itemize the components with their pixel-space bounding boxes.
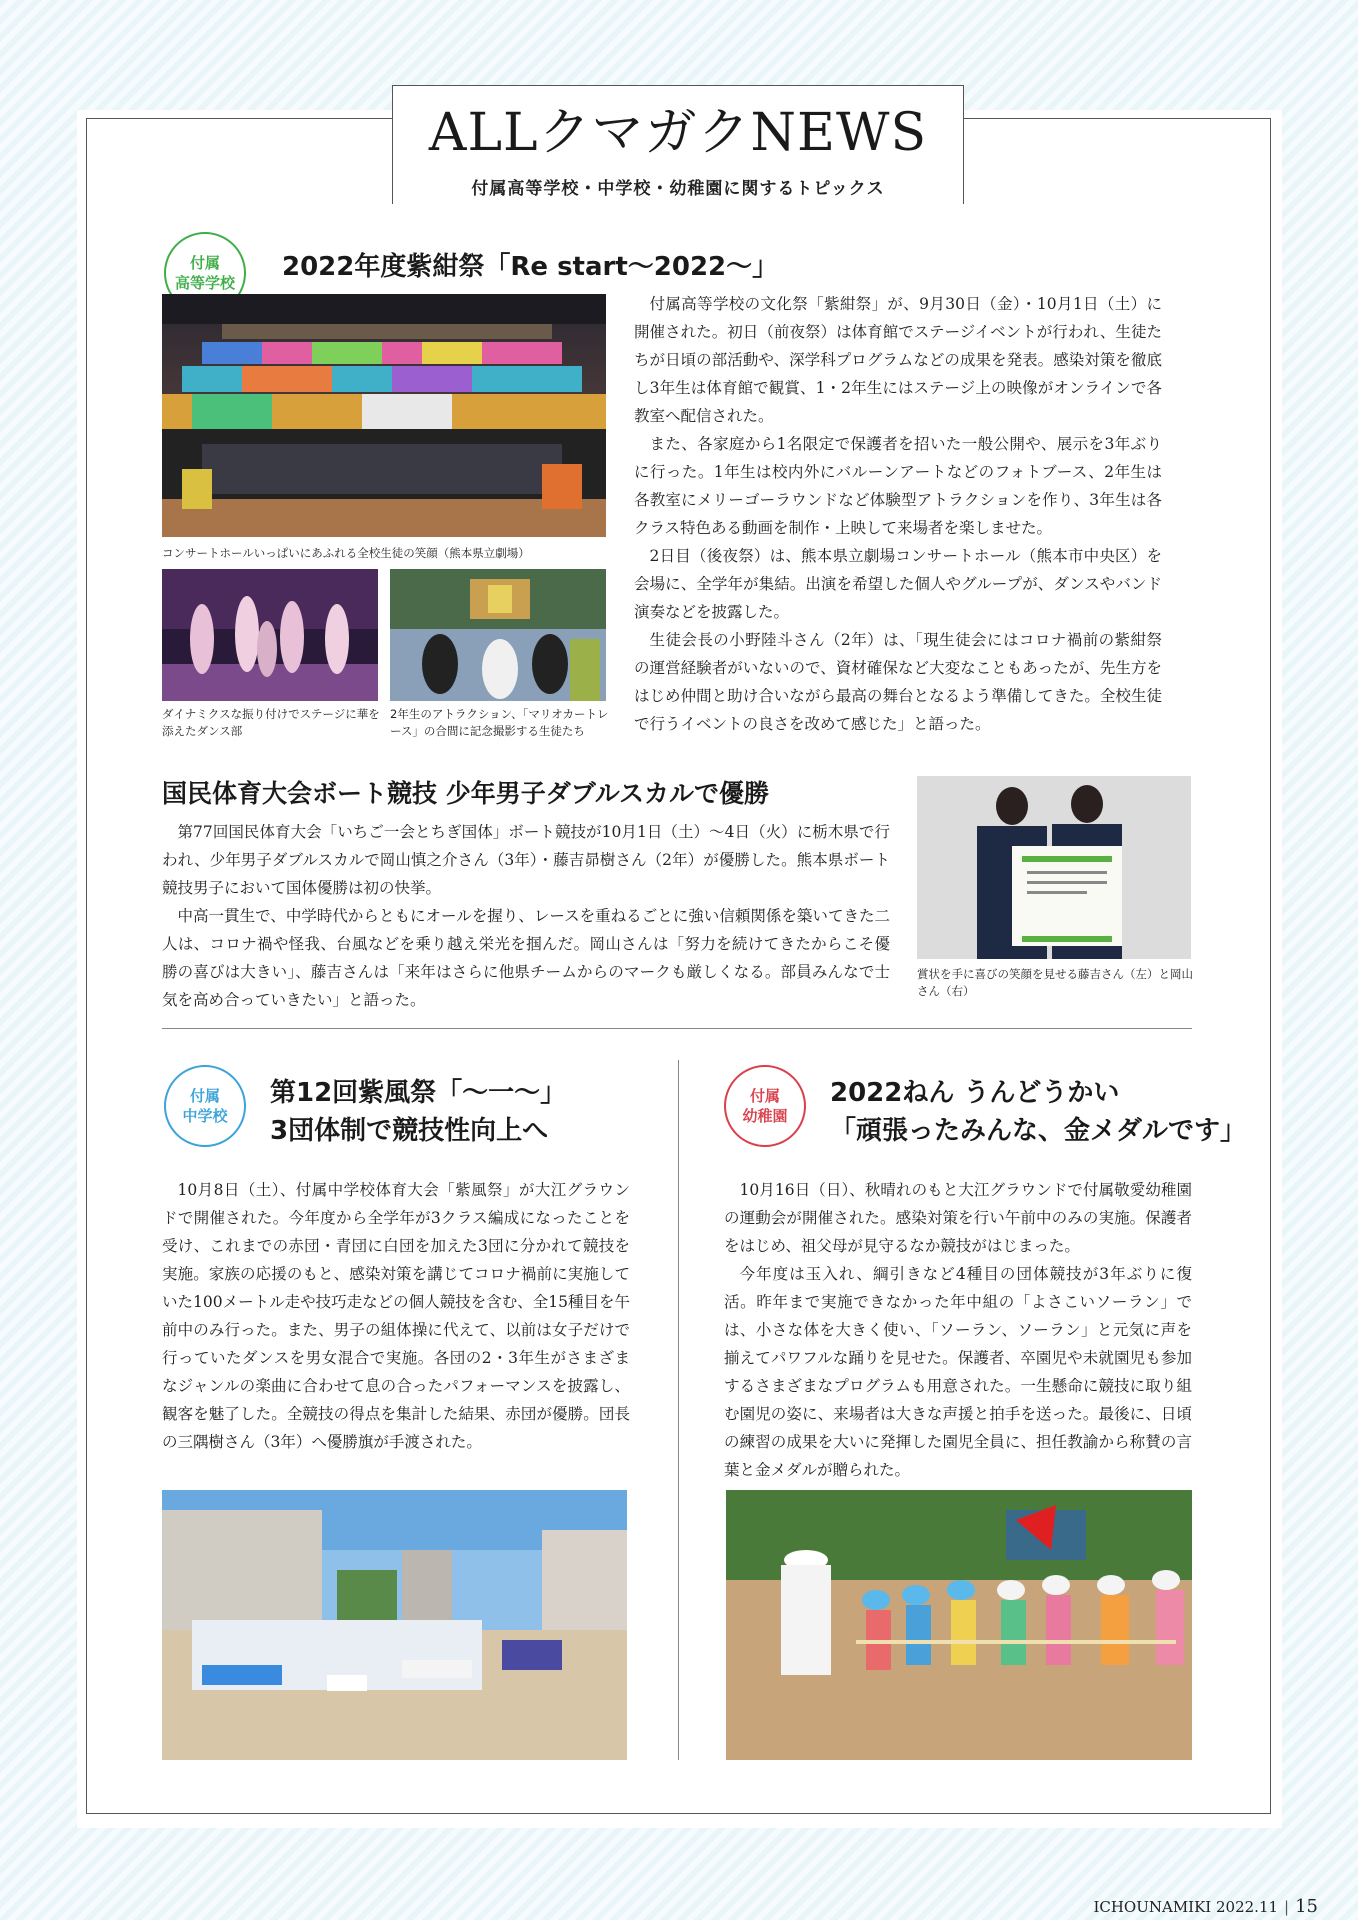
photo-caption: 賞状を手に喜びの笑顔を見せる藤吉さん（左）と岡山さん（右） <box>917 967 1193 998</box>
photo-caption: ダイナミクスな振り付けでステージに華を添えたダンス部 <box>162 707 380 738</box>
heading-line: 第12回紫風祭「〜一〜」 <box>270 1078 567 1108</box>
photo-mario-kart <box>390 569 606 701</box>
article-heading: 国民体育大会ボート競技 少年男子ダブルスカルで優勝 <box>162 779 769 808</box>
photo-caption: コンサートホールいっぱいにあふれる全校生徒の笑顔（熊本県立劇場） <box>162 546 530 560</box>
paragraph: 付属高等学校の文化祭「紫紺祭」が、9月30日（金）・10月1日（土）に開催された。初日（前夜祭）は体育館でステージイベントが行われ、生徒たちが日頃の部活動や、深学科プログラムなどの成果を発表。感染対策を徹底し3年生は体育館で観賞、1・2年生にはステージ上の映像がオンラインで各教室へ配信された。 <box>634 295 1162 425</box>
article-heading <box>270 1074 566 1150</box>
photo-rowing-winners <box>917 776 1191 959</box>
paragraph: 中高一貫生で、中学時代からともにオールを握り、レースを重ねるごとに強い信頼関係を築いてきた二人は、コロナ禍や怪我、台風などを乗り越え栄光を掴んだ。岡山さんは「努力を続けてきたからこそ優勝の喜びは大きい」、藤吉さんは「来年はさらに他県チームからのマークも厳しくなる。部員みんなで士気を高め合っていきたい」と語った。 <box>162 907 890 1009</box>
paragraph: 今年度は玉入れ、綱引きなど4種目の団体競技が3年ぶりに復活。昨年まで実施できなかった年中組の「よさこいソーラン」では、小さな体を大きく使い、「ソーラン、ソーラン」と元気に声を揃えてパワフルな踊りを見せた。保護者、卒園児や未就園児も参加するさまざまなプログラムも用意された。一生懸命に競技に取り組む園児の姿に、来場者は大きな声援と拍手を送った。最後に、日頃の練習の成果を大いに発揮した園児全員に、担任教諭から称賛の言葉と金メダルが贈られた。 <box>724 1265 1192 1479</box>
badge-line: 高等学校 <box>174 274 235 292</box>
page-subtitle: 付属高等学校・中学校・幼稚園に関するトピックス <box>471 179 885 199</box>
badge-junior-high <box>164 1065 246 1147</box>
concert-hall-image <box>162 294 606 537</box>
badge-line: 付属 <box>749 1087 780 1105</box>
paragraph: 10月16日（日）、秋晴れのもと大江グラウンドで付属敬愛幼稚園の運動会が開催された。感染対策を行い午前中のみの実施。保護者をはじめ、祖父母が見守るなか競技がはじまった。 <box>724 1181 1192 1255</box>
article-body <box>162 1176 630 1456</box>
rowing-winners-image <box>917 776 1191 959</box>
tug-of-war-image <box>726 1490 1192 1760</box>
article-body <box>162 818 890 1014</box>
article-heading: 2022年度紫紺祭「Re start〜2022〜」 <box>282 252 779 282</box>
article-body <box>634 290 1162 738</box>
magazine-issue: ICHOUNAMIKI 2022.11 <box>1093 1898 1279 1916</box>
paragraph: 10月8日（土）、付属中学校体育大会「紫風祭」が大江グラウンドで開催された。今年度から全学年が3クラス編成になったことを受け、これまでの赤団・青団に白団を加えた3団に分かれて競技を実施。家族の応援のもと、感染対策を講じてコロナ禍前に実施していた100メートル走や技巧走などの個人競技を含む、全15種目を午前中のみ行った。また、男子の組体操に代えて、以前は女子だけで行っていたダンスを男女混合で実施。各団の2・3年生がさまざまなジャンルの楽曲に合わせて息の合ったパフォーマンスを披露し、観客を魅了した。全競技の得点を集計した結果、赤団が優勝。団長の三隅樹さん（3年）へ優勝旗が手渡された。 <box>162 1181 630 1451</box>
dance-club-image <box>162 569 378 701</box>
badge-line: 幼稚園 <box>742 1107 788 1125</box>
column-divider <box>678 1060 679 1760</box>
page-title: ALLクマガクNEWS <box>428 103 928 163</box>
heading-line: 2022ねん うんどうかい <box>830 1078 1120 1108</box>
badge-line: 付属 <box>189 254 220 272</box>
footer-separator: | <box>1284 1898 1290 1916</box>
photo-caption: 2年生のアトラクション、「マリオカートレース」の合間に記念撮影する生徒たち <box>390 707 609 738</box>
article-heading <box>830 1074 1246 1150</box>
section-divider <box>162 1028 1192 1029</box>
heading-line: 3団体制で競技性向上へ <box>270 1116 549 1146</box>
photo-dance-club <box>162 569 378 701</box>
paragraph: 第77回国民体育大会「いちご一会とちぎ国体」ボート競技が10月1日（土）〜4日（火）に栃木県で行われ、少年男子ダブルスカルで岡山慎之介さん（3年）・藤吉昴樹さん（2年）が優勝した。熊本県ボート競技男子において国体優勝は初の快挙。 <box>162 823 890 897</box>
badge-line: 付属 <box>189 1087 220 1105</box>
photo-tug-of-war <box>726 1490 1192 1760</box>
sports-festival-image <box>162 1490 627 1760</box>
paragraph: また、各家庭から1名限定で保護者を招いた一般公開や、展示を3年ぶりに行った。1年生は校内外にバルーンアートなどのフォトブース、2年生は各教室にメリーゴーラウンドなど体験型アトラクションを作り、3年生は各クラス特色ある動画を制作・上映して来場者を楽しませた。 <box>634 435 1162 537</box>
article-body <box>724 1176 1192 1484</box>
page-footer <box>1093 1896 1318 1917</box>
paragraph: 2日目（後夜祭）は、熊本県立劇場コンサートホール（熊本市中央区）を会場に、全学年が集結。出演を希望した個人やグループが、ダンスやバンド演奏などを披露した。 <box>634 547 1162 621</box>
heading-line: 「頑張ったみんな、金メダルです」 <box>830 1116 1247 1146</box>
mario-kart-image <box>390 569 606 701</box>
masthead <box>392 85 964 204</box>
paragraph: 生徒会長の小野陸斗さん（2年）は、「現生徒会にはコロナ禍前の紫紺祭の運営経験者がいないので、資材確保など大変なこともあったが、先生方をはじめ仲間と助け合いながら最高の舞台となるよう準備してきた。全校生徒で行うイベントの良さを改めて感じた」と語った。 <box>634 631 1162 733</box>
badge-kindergarten <box>724 1065 806 1147</box>
page-number: 15 <box>1295 1896 1318 1917</box>
badge-line: 中学校 <box>182 1107 228 1125</box>
photo-sports-festival <box>162 1490 627 1760</box>
photo-concert-hall <box>162 294 606 537</box>
